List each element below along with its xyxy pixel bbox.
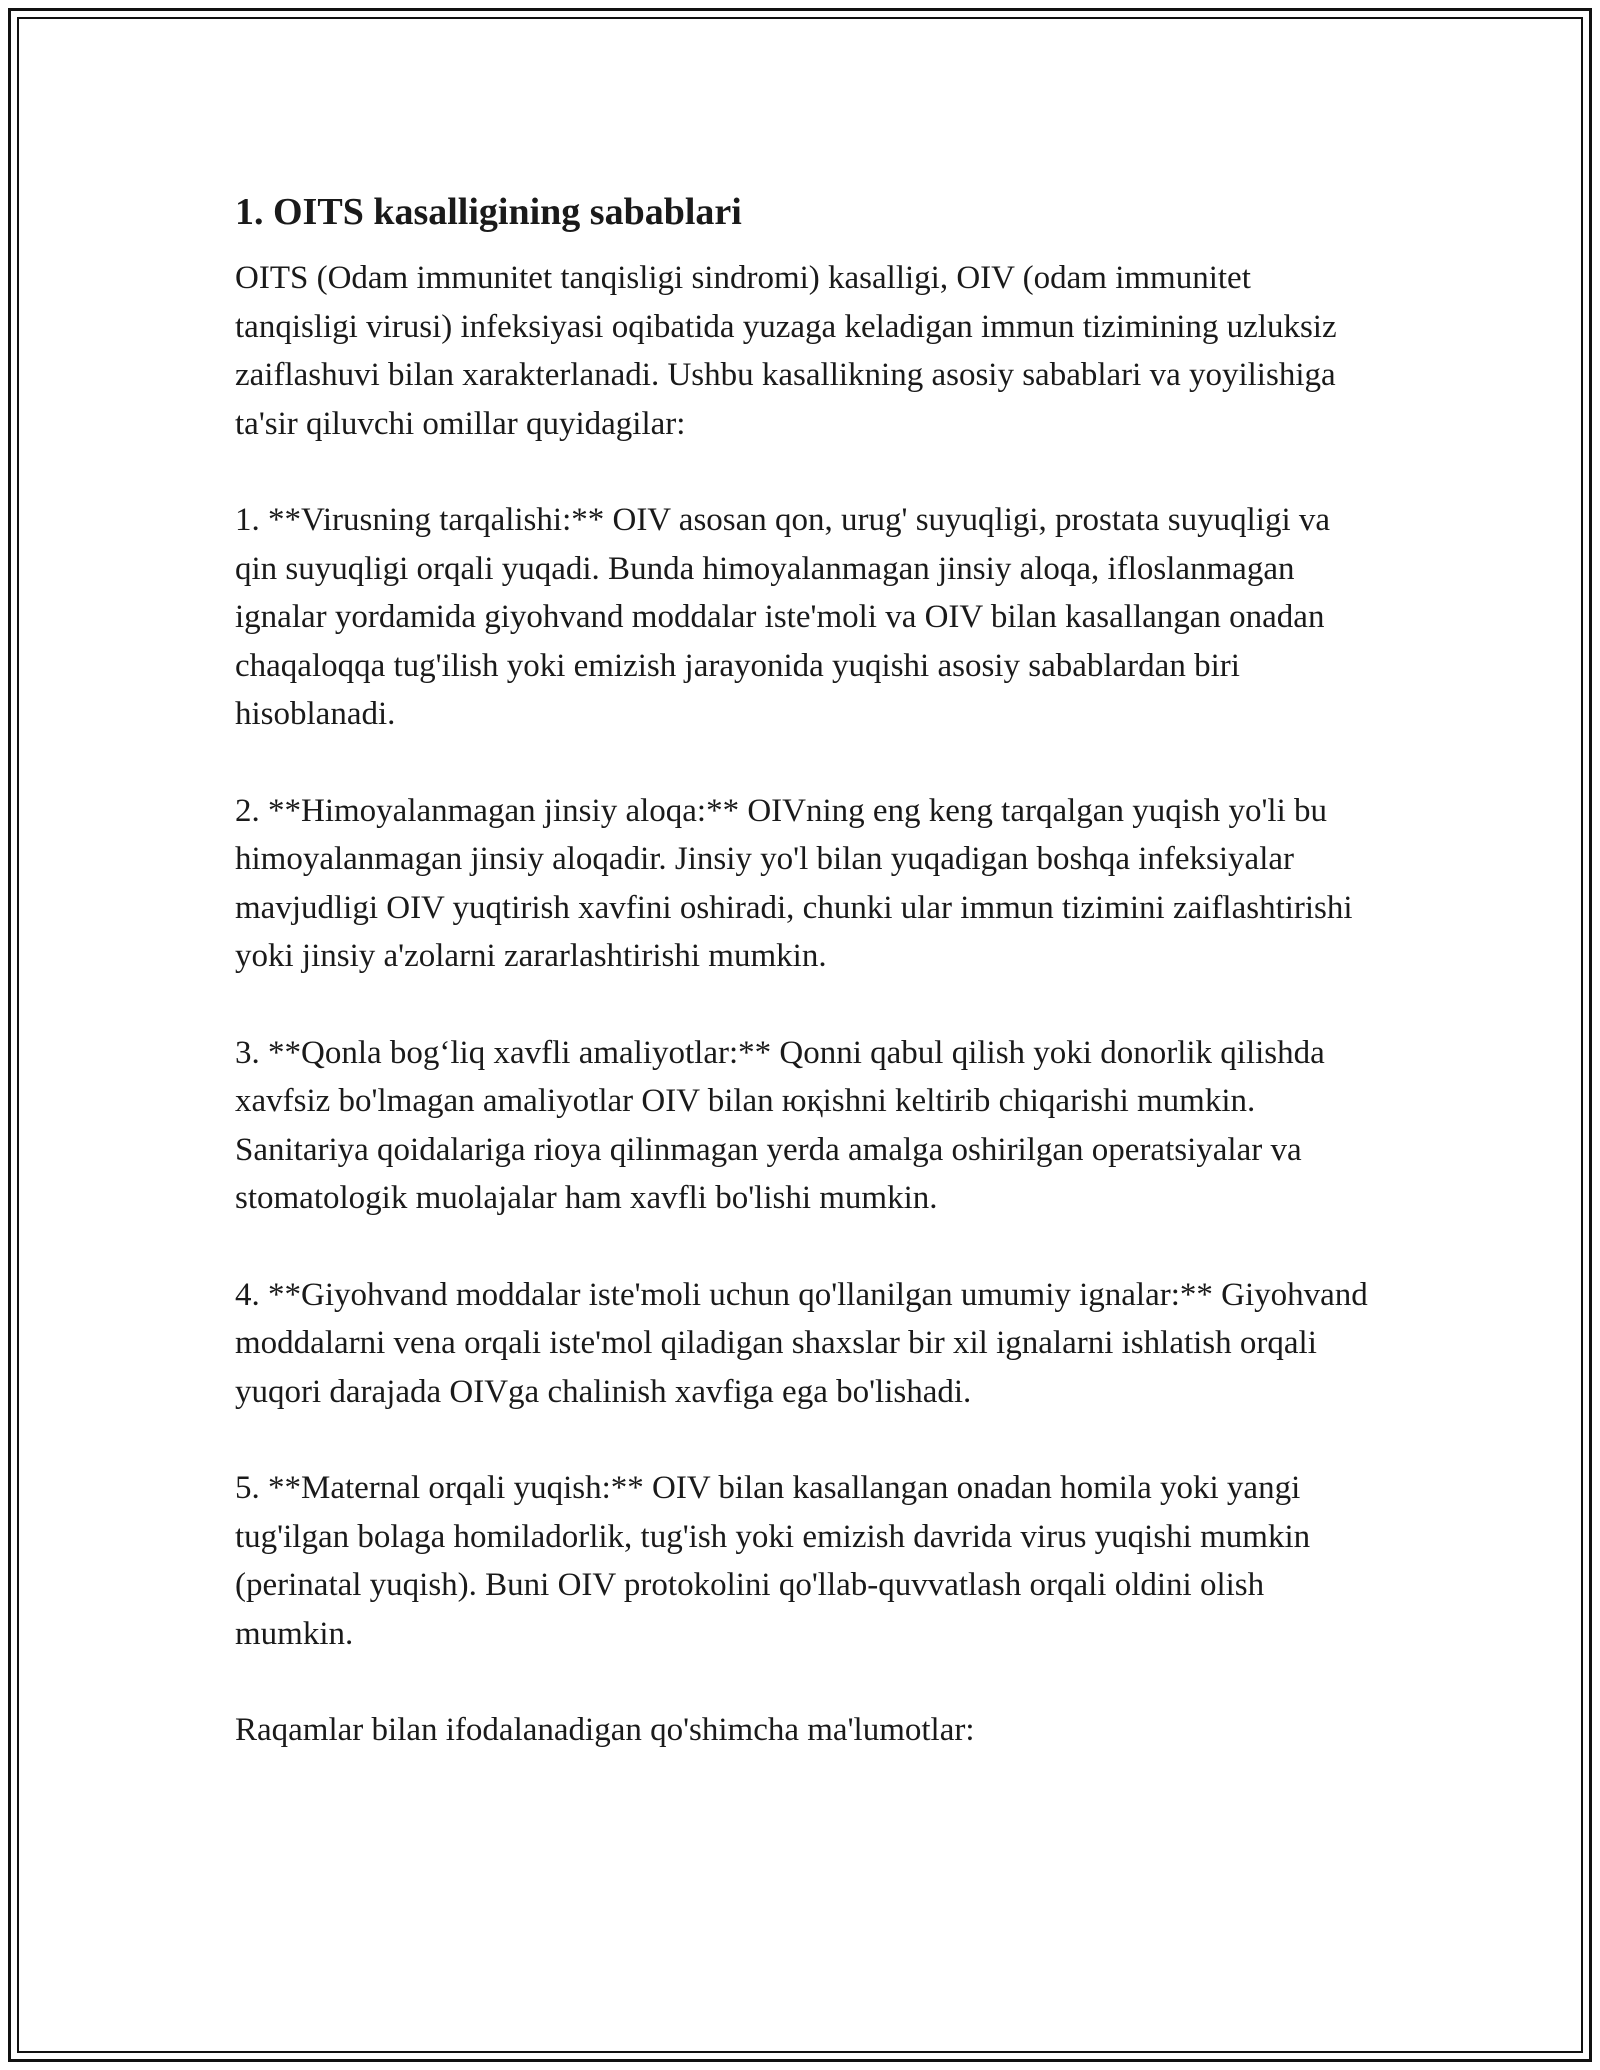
cause-1-paragraph: 1. **Virusning tarqalishi:** OIV asosan qon, urug' suyuqligi, prostata suyuqligi va qin suyuqligi orqali yuqadi. Bunda himoyalanmagan jinsiy aloqa, ifloslanmagan ignalar yordamida giyohvand moddalar iste'moli va OIV bilan kasallangan onadan chaqaloqqa tug'ilish yoki emizish jarayonida yuqishi asosiy sabablardan biri hisoblanadi. bbox=[235, 502, 1331, 732]
cause-4-paragraph: 4. **Giyohvand moddalar iste'moli uchun qo'llanilgan umumiy ignalar:** Giyohvand moddalarni vena orqali iste'mol qiladigan shaxslar bir xil ignalarni ishlatish orqali yuqori darajada OIVga chalinish xavfiga ega bo'lishadi. bbox=[235, 1276, 1368, 1410]
document-body bbox=[235, 186, 1375, 1755]
intro-paragraph: OITS (Odam immunitet tanqisligi sindromi) kasalligi, OIV (odam immunitet tanqisligi virusi) infeksiyasi oqibatida yuzaga keladigan immun tizimining uzluksiz zaiflashuvi bilan xarakterlanadi. Ushbu kasallikning asosiy sabablari va yoyilishiga ta'sir qiluvchi omillar quyidagilar: bbox=[235, 260, 1337, 442]
cause-2-paragraph: 2. **Himoyalanmagan jinsiy aloqa:** OIVning eng keng tarqalgan yuqish yo'li bu himoyalanmagan jinsiy aloqadir. Jinsiy yo'l bilan yuqadigan boshqa infeksiyalar mavjudligi OIV yuqtirish xavfini oshiradi, chunki ular immun tizimini zaiflashtirishi yoki jinsiy a'zolarni zararlashtirishi mumkin. bbox=[235, 792, 1353, 974]
cause-3-paragraph: 3. **Qonla bog‘liq xavfli amaliyotlar:** Qonni qabul qilish yoki donorlik qilishda xavfsiz bo'lmagan amaliyotlar OIV bilan юқishni keltirib chiqarishi mumkin. Sanitariya qoidalariga rioya qilinmagan yerda amalga oshirilgan operatsiyalar va stomatologik muolajalar ham xavfli bo'lishi mumkin. bbox=[235, 1034, 1325, 1216]
document-title: 1. OITS kasalligining sabablari bbox=[235, 191, 742, 233]
closing-paragraph: Raqamlar bilan ifodalanadigan qo'shimcha ma'lumotlar: bbox=[235, 1712, 975, 1748]
cause-5-paragraph: 5. **Maternal orqali yuqish:** OIV bilan kasallangan onadan homila yoki yangi tug'ilgan bolaga homiladorlik, tug'ish yoki emizish davrida virus yuqishi mumkin (perinatal yuqish). Buni OIV protokolini qo'llab-quvvatlash orqali oldini olish mumkin. bbox=[235, 1470, 1311, 1652]
